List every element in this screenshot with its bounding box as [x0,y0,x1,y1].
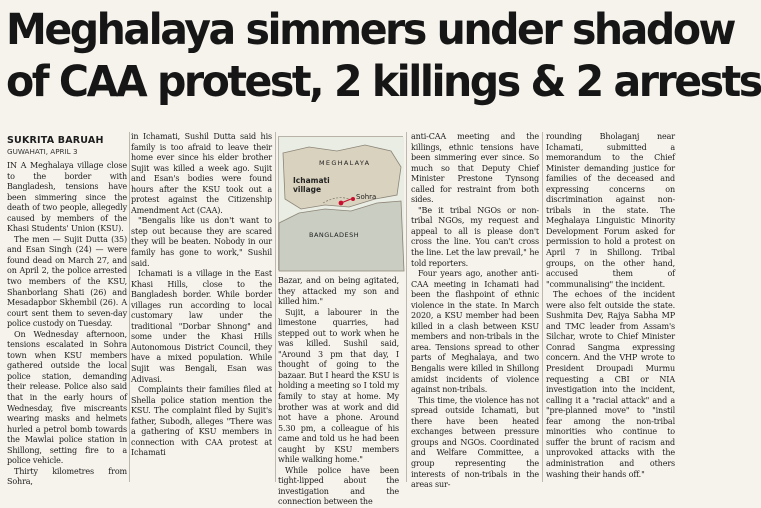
map-country-label: BANGLADESH [309,231,360,239]
article-paragraph: This time, the violence has not spread outside Ichamati, but there have been heated exchanges between pressure groups and NGOs. Coordinated and Welfare Committee, a group representing the interests of non-tribals in the areas sur- [411,395,539,490]
article-paragraph: Sujit, a labourer in the limestone quarries, had stepped out to work when he was killed. Sushil said, "Around 3 pm that day, I thought of going to the bazaar. But I heard the KSU is holding a meeting so I told my family to stay at home. My brother was at work and did not have a phone. Around 5.30 pm, a colleague of his came and told us he had been caught by KSU members while walking home." [278,307,399,465]
byline [7,135,127,157]
article-paragraph: Bazar, and on being agitated, they attacked my son and killed him." [278,276,399,307]
article-paragraph: "Be it tribal NGOs or non-tribal NGOs, my request and appeal to all is please don't cross the line. You can't cross the line. Let the law prevail," he told reporters. [411,205,539,268]
column-rule [275,132,276,482]
article-column-5 [546,132,675,480]
author-name: SUKRITA BARUAH [7,135,104,146]
article-paragraph: The men — Sujit Dutta (35) and Esan Singh (24) — were found dead on March 27, and on April 2, the police arrested two members of the KSU, Shanborlang Shati (26) and Mesadapbor Skhembil (26). A court sent them to seven-day police custody on Tuesday. [7,234,127,329]
map-village-label [293,177,330,194]
article-column-2 [131,132,272,480]
location-map [278,136,403,270]
article-column-1 [7,161,127,487]
article-paragraph: While police have been tight-lipped about the investigation and the connection between the [278,465,399,507]
headline [6,4,761,108]
dateline: GUWAHATI, APRIL 3 [7,147,78,156]
column-rule [406,132,407,482]
article-paragraph: The echoes of the incident were also felt outside the state. Sushmita Dev, Rajya Sabha MP and TMC leader from Assam's Silchar, wrote to Chief Minister Conrad Sangma expressing concern. And the VHP wrote to President Droupadi Murmu requesting a CBI or NIA investigation into the incident, calling it a "racial attack" and a "pre-planned move" to "instil fear among the non-tribal minorities who continue to suffer the brunt of racism and unprovoked attacks with the administration and others washing their hands off." [546,290,675,479]
column-rule [129,132,130,482]
article-paragraph: anti-CAA meeting and the killings, ethnic tensions have been simmering ever since. So much so that Deputy Chief Minister Prestone Tynsong called for restraint from both sides. [411,132,539,205]
map-town-label: Sohra [356,193,377,201]
article-paragraph: Complaints their families filed at Shella police station mention the KSU. The complaint filed by Sujit's father, Subodh, alleges "There was a gathering of KSU members in connection with CAA protest at Ichamati [131,385,272,458]
map-state-label: MEGHALAYA [319,159,371,167]
article-paragraph: Ichamati is a village in the East Khasi Hills, close to the Bangladesh border. While border villages run according to local customary law under the traditional "Dorbar Shnong" and some under the Khasi Hills Autonomous District Council, they have a mixed population. While Sujit was Bengali, Esan was Adivasi. [131,269,272,384]
article-paragraph: Four years ago, another anti-CAA meeting in Ichamati had been the flashpoint of ethnic violence in the state. In March 2020, a KSU member had been killed in a clash between KSU members and non-tribals in the area. Tensions spread to other parts of Meghalaya, and two Bengalis were killed in Shillong amidst incidents of violence against non-tribals. [411,269,539,395]
headline-line-1: Meghalaya simmers under shadow [6,5,735,55]
article-paragraph: in Ichamati, Sushil Dutta said his family is too afraid to leave their home ever since his elder brother Sujit was killed a week ago. Sujit and Esan's bodies were found hours after the KSU took out a protest against the Citizenship Amendment Act (CAA). [131,132,272,215]
article-paragraph: IN A Meghalaya village close to the border with Bangladesh, tensions have been simmering since the death of two people, allegedly caused by members of the Khasi Students' Union (KSU). [7,161,127,234]
headline-line-2: of CAA protest, 2 killings & 2 arrests [6,57,761,107]
article-paragraph: On Wednesday afternoon, tensions escalated in Sohra town when KSU members gathered outside the local police station, demanding their release. Police also said that in the early hours of Wednesday, five miscreants wearing masks and helmets hurled a petrol bomb towards the Mawlai police station in Shillong, setting fire to a police vehicle. [7,329,127,466]
article-paragraph: "Bengalis like us don't want to step out because they are scared they will be beaten. Nobody in our family has gone to work," Sushil said. [131,216,272,268]
sohra-marker [351,197,355,201]
column-rule [542,132,543,482]
map-graphic [279,137,404,271]
article-column-4 [411,132,539,490]
article-paragraph: rounding Bholaganj near Ichamati, submitted a memorandum to the Chief Minister demanding justice for families of the deceased and expressing concerns on discrimination against non-tribals in the state. The Meghalaya Linguistic Minority Development Forum asked for permission to hold a protest on April 7 in Shillong. Tribal groups, on the other hand, accused them of "communalising" the incident. [546,132,675,289]
article-column-3 [278,276,399,507]
map-village-label-line-2: village [293,184,322,194]
article-paragraph: Thirty kilometres from Sohra, [7,466,127,487]
map-village-label-line-1: Ichamati [293,176,330,185]
